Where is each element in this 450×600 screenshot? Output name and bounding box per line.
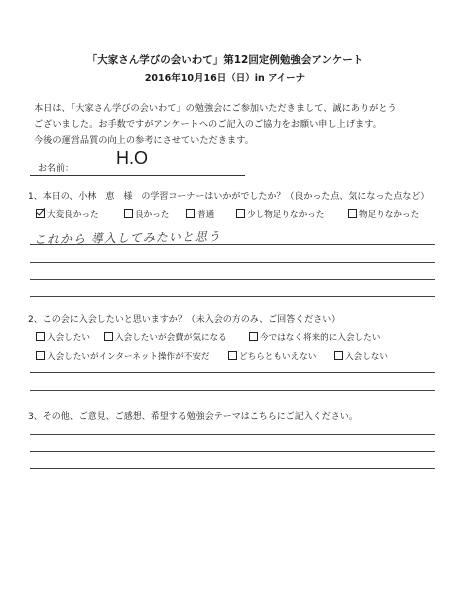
- checkbox[interactable]: [249, 332, 258, 341]
- q2-answer-line: [30, 372, 435, 373]
- q2-option-not-join[interactable]: 入会しない: [334, 350, 388, 362]
- checkbox[interactable]: [348, 209, 357, 218]
- q2-option-join-internet-concern[interactable]: 入会したいがインターネット操作が不安だ: [36, 350, 210, 362]
- name-field[interactable]: H.O: [116, 148, 149, 168]
- intro-line-1: 本日は、「大家さん学びの会いわて」の勉強会にご参加いただきまして、誠にありがとう: [34, 103, 397, 114]
- q1-answer-line: [30, 262, 435, 263]
- survey-title: 「大家さん学びの会いわて」第12回定例勉強会アンケート: [86, 54, 364, 66]
- question-2: 2、この会に入会したいと思いますか？（未入会の方のみ、ご回答ください）: [28, 315, 341, 325]
- checkbox[interactable]: [104, 332, 113, 341]
- checkbox[interactable]: [228, 351, 237, 360]
- q1-option-very-good[interactable]: 大変良かった: [36, 208, 99, 220]
- q2-answer-line: [30, 390, 435, 391]
- q1-option-lacking[interactable]: 物足りなかった: [348, 208, 419, 220]
- q1-option-average[interactable]: 普通: [186, 208, 214, 220]
- intro-line-2: ございました。お手数ですがアンケートへのご記入のご協力をお願い申し上げます。: [34, 119, 382, 130]
- q2-option-undecided[interactable]: どちらともいえない: [228, 350, 316, 362]
- q2-option-join-fee-concern[interactable]: 入会したいが会費が気になる: [104, 331, 227, 343]
- q3-answer-line: [30, 451, 435, 452]
- q1-option-slightly-lacking[interactable]: 少し物足りなかった: [236, 208, 324, 220]
- name-underline: [30, 175, 245, 176]
- checkbox[interactable]: [124, 209, 133, 218]
- q3-answer-line: [30, 434, 435, 435]
- q2-option-join[interactable]: 入会したい: [36, 331, 90, 343]
- q1-answer-line: [30, 279, 435, 280]
- q1-answer-line: [30, 296, 435, 297]
- question-1: 1、本日の、小林 恵 様 の学習コーナーはいかがでしたか？（良かった点、気になった点など）: [28, 192, 430, 202]
- survey-date: 2016年10月16日（日）in アイーナ: [144, 73, 306, 84]
- q2-option-join-future[interactable]: 今ではなく将来的に入会したい: [249, 331, 380, 343]
- q1-handwritten-answer: これから 導入してみたいと思う: [33, 229, 221, 247]
- checkbox[interactable]: [236, 209, 245, 218]
- intro-line-3: 今後の運営品質の向上の参考にさせていただきます。: [34, 135, 254, 146]
- checkbox[interactable]: [334, 351, 343, 360]
- checkbox[interactable]: [36, 332, 45, 341]
- checkbox-checked[interactable]: [36, 209, 45, 218]
- q1-option-good[interactable]: 良かった: [124, 208, 169, 220]
- question-3: 3、その他、ご意見、ご感想、希望する勉強会テーマはこちらにご記入ください。: [28, 412, 358, 422]
- name-label: お名前：: [38, 164, 75, 174]
- q1-answer-line: [30, 244, 435, 245]
- checkbox[interactable]: [186, 209, 195, 218]
- checkbox[interactable]: [36, 351, 45, 360]
- q3-answer-line: [30, 468, 435, 469]
